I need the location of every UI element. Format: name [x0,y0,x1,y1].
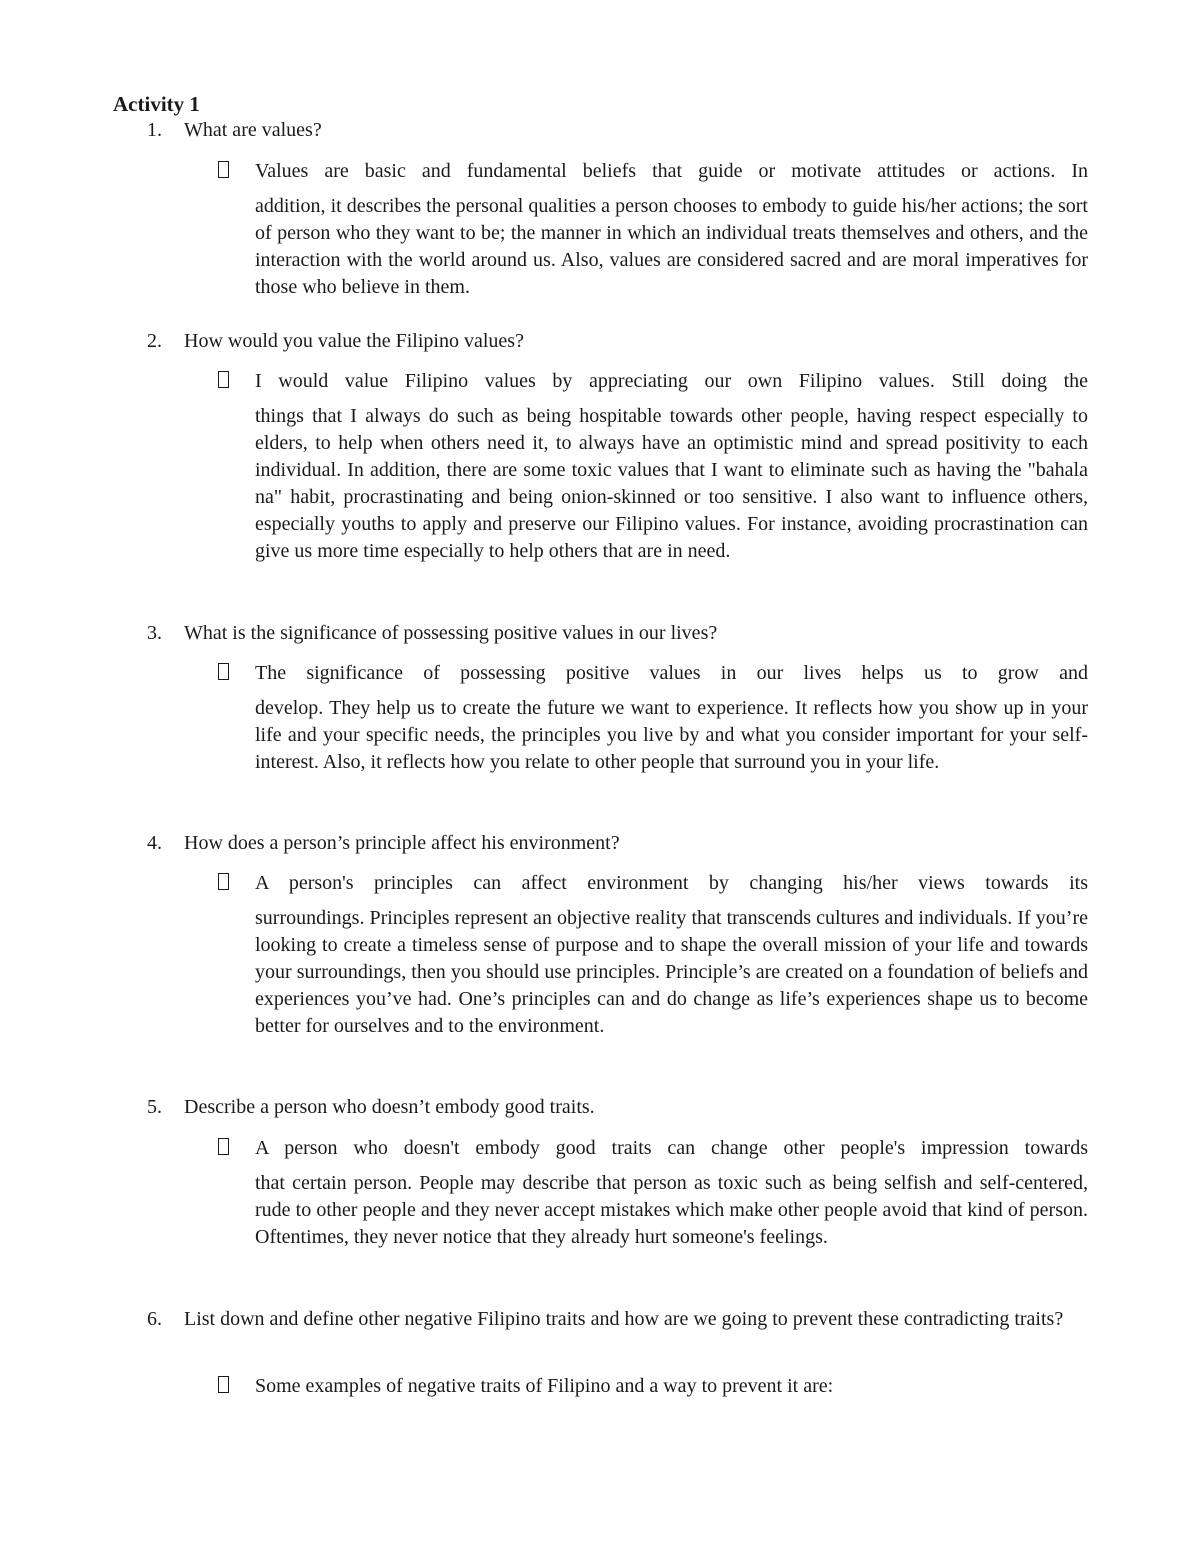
question-number: 6. [147,1308,162,1330]
answer-text: that certain person. People may describe that person as toxic such as being selfish and self-centered, rude to other people and they never accept mistakes which make other people avoid that kind of person. Oftentimes, they never notice that they already hurt someone's feelings. [255,1172,1088,1248]
question-text: How does a person’s principle affect his environment? [184,832,620,854]
question-4 [147,830,1087,857]
bullet-icon [218,161,229,178]
question-text: How would you value the Filipino values? [184,330,524,352]
bullet-icon [218,1138,229,1155]
answer-5 [218,1135,1088,1251]
question-text: What is the significance of possessing positive values in our lives? [184,622,718,644]
question-2 [147,328,1087,355]
answer-first-line: The significance of possessing positive values in our lives helps us to grow and [255,662,1088,684]
bullet-icon [218,1376,229,1393]
answer-2 [218,368,1088,565]
bullet-icon [218,873,229,890]
answer-text: things that I always do such as being hospitable towards other people, having respect especially to elders, to help when others need it, to always have an optimistic mind and spread positivity to each individual. In addition, there are some toxic values that I want to eliminate such as having the "bahala na" habit, procrastinating and being onion-skinned or too sensitive. I also want to influence others, especially youths to apply and preserve our Filipino values. For instance, avoiding procrastination can give us more time especially to help others that are in need. [255,405,1088,562]
answer-first-line: A person who doesn't embody good traits can change other people's impression towards [255,1137,1088,1159]
answer-1 [218,158,1088,301]
answer-text: surroundings. Principles represent an objective reality that transcends cultures and individuals. If you’re looking to create a timeless sense of purpose and to shape the overall mission of your life and towards your surroundings, then you should use principles. Principle’s are created on a foundation of beliefs and experiences you’ve had. One’s principles can and do change as life’s experiences shape us to become better for ourselves and to the environment. [255,907,1088,1037]
answer-6 [218,1373,1088,1408]
question-number: 5. [147,1096,162,1118]
question-text: Describe a person who doesn’t embody good traits. [184,1096,595,1118]
answer-first-line: A person's principles can affect environment by changing his/her views towards its [255,872,1088,894]
answer-first-line: Values are basic and fundamental beliefs that guide or motivate attitudes or actions. In [255,160,1088,182]
answer-first-line: Some examples of negative traits of Filipino and a way to prevent it are: [255,1375,834,1397]
question-3 [147,620,1087,647]
question-number: 4. [147,832,162,854]
answer-text: addition, it describes the personal qualities a person chooses to embody to guide his/her actions; the sort of person who they want to be; the manner in which an individual treats themselves and others, and the interaction with the world around us. Also, values are considered sacred and are moral imperatives for those who believe in them. [255,195,1088,298]
question-text: What are values? [184,119,322,141]
bullet-icon [218,371,229,388]
question-1 [147,117,1087,144]
question-number: 1. [147,119,162,141]
question-number: 2. [147,330,162,352]
activity-title: Activity 1 [113,92,200,116]
bullet-icon [218,663,229,680]
question-6 [147,1306,1087,1333]
answer-4 [218,870,1088,1040]
question-number: 3. [147,622,162,644]
answer-text: develop. They help us to create the future we want to experience. It reflects how you show up in your life and your specific needs, the principles you live by and what you consider important for your self-interest. Also, it reflects how you relate to other people that surround you in your life. [255,697,1088,773]
question-5 [147,1094,1087,1121]
answer-3 [218,660,1088,776]
answer-first-line: I would value Filipino values by appreciating our own Filipino values. Still doing the [255,370,1088,392]
question-text: List down and define other negative Filipino traits and how are we going to prevent these contradicting traits? [184,1308,1064,1330]
